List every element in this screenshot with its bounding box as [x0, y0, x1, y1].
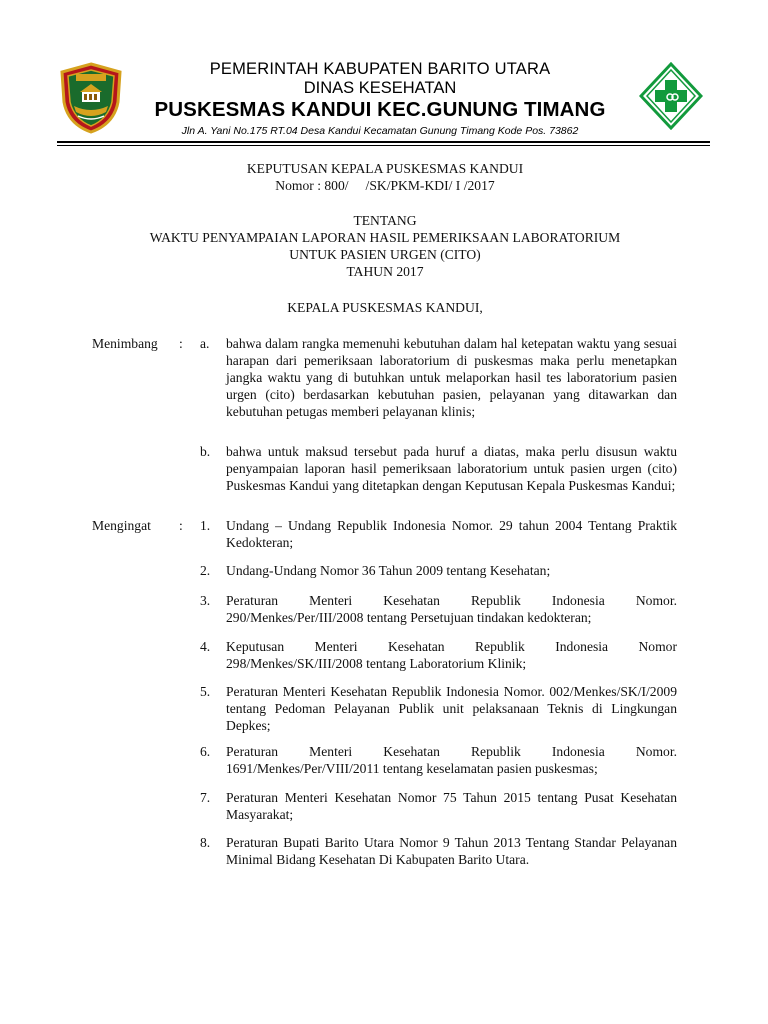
mengingat-colon: :: [179, 518, 183, 533]
letterhead-rule-thin: [57, 145, 710, 146]
item-text: Peraturan Menteri Kesehatan Nomor 75 Tahun 2015 tentang Pusat Kesehatan Masyarakat;: [226, 790, 677, 822]
item-text: Peraturan Menteri Kesehatan Republik Indonesia Nomor. 290/Menkes/Per/III/2008 tentang Persetujuan tindakan kedokteran;: [226, 593, 677, 625]
decree-subject: [60, 212, 710, 280]
menimbang-item: [200, 335, 677, 420]
institution-address: Jln A. Yani No.175 RT.04 Desa Kandui Kecamatan Gunung Timang Kode Pos. 73862: [181, 125, 579, 137]
health-cross-icon: [639, 62, 703, 130]
item-text: bahwa dalam rangka memenuhi kebutuhan dalam hal ketepatan waktu yang sesuai harapan dari pemeriksaan laboratorium di puskesmas maka perlu menetapkan jangka waktu yang di butuhkan untuk melaporkan hasil tes laboratorium pasien urgen (cito) berdasarkan kebutuhan pasien, pelayanan yang ditawarkan dan kebutuhan petugas memberi pelayanan klinis;: [226, 336, 677, 419]
item-text: Peraturan Menteri Kesehatan Republik Indonesia Nomor. 002/Menkes/SK/I/2009 tentang Pedoman Pelayanan Publik unit pelaksanaan Teknis di Lingkungan Depkes;: [226, 684, 677, 733]
item-marker: 8.: [200, 835, 211, 850]
decree-head: KEPALA PUSKESMAS KANDUI,: [287, 300, 483, 315]
subject-line-2: UNTUK PASIEN URGEN (CITO): [289, 247, 481, 262]
mengingat-item: [200, 638, 677, 672]
item-marker: 4.: [200, 639, 211, 654]
item-marker: 2.: [200, 563, 211, 578]
department-name: DINAS KESEHATAN: [303, 79, 457, 97]
decree-number: Nomor : 800/ /SK/PKM-KDI/ I /2017: [275, 178, 495, 193]
mengingat-item: [200, 517, 677, 551]
letterhead: [130, 60, 630, 139]
tentang-label: TENTANG: [353, 213, 417, 228]
letterhead-rule-thick: [57, 141, 710, 143]
item-marker: 6.: [200, 744, 211, 759]
item-text: Undang-Undang Nomor 36 Tahun 2009 tentang Kesehatan;: [226, 563, 551, 578]
subject-line-1: WAKTU PENYAMPAIAN LAPORAN HASIL PEMERIKSAAN LABORATORIUM: [149, 230, 621, 245]
mengingat-item: [200, 743, 677, 777]
mengingat-item: [200, 562, 677, 579]
mengingat-item: [200, 834, 677, 868]
menimbang-label: Menimbang: [92, 336, 158, 351]
item-text: Peraturan Bupati Barito Utara Nomor 9 Tahun 2013 Tentang Standar Pelayanan Minimal Bidang Kesehatan Di Kabupaten Barito Utara.: [226, 835, 677, 867]
regency-emblem-icon: [58, 62, 124, 134]
decree-title: KEPUTUSAN KEPALA PUSKESMAS KANDUI: [246, 161, 524, 176]
item-text: Keputusan Menteri Kesehatan Republik Indonesia Nomor 298/Menkes/SK/III/2008 tentang Laboratorium Klinik;: [226, 639, 677, 671]
decree-year: TAHUN 2017: [346, 264, 424, 279]
mengingat-item: [200, 683, 677, 734]
menimbang-colon: :: [179, 336, 183, 351]
item-marker: a.: [200, 336, 210, 351]
government-name: PEMERINTAH KABUPATEN BARITO UTARA: [209, 60, 551, 78]
mengingat-label: Mengingat: [92, 518, 151, 533]
item-marker: b.: [200, 444, 211, 459]
item-marker: 1.: [200, 518, 211, 533]
item-text: bahwa untuk maksud tersebut pada huruf a diatas, maka perlu disusun waktu penyampaian laporan hasil pemeriksaan laboratorium untuk pasien urgen (cito) Puskesmas Kandui yang ditetapkan dengan Keputusan Kepala Puskesmas Kandui;: [226, 444, 677, 493]
item-marker: 7.: [200, 790, 211, 805]
item-marker: 3.: [200, 593, 211, 608]
mengingat-item: [200, 789, 677, 823]
mengingat-item: [200, 592, 677, 626]
menimbang-item: [200, 443, 677, 494]
item-marker: 5.: [200, 684, 211, 699]
item-text: Undang – Undang Republik Indonesia Nomor. 29 tahun 2004 Tentang Praktik Kedokteran;: [226, 518, 677, 550]
institution-name: PUSKESMAS KANDUI KEC.GUNUNG TIMANG: [154, 98, 606, 121]
item-text: Peraturan Menteri Kesehatan Republik Indonesia Nomor. 1691/Menkes/Per/VIII/2011 tentang keselamatan pasien puskesmas;: [226, 744, 677, 776]
decree-heading: [60, 160, 710, 194]
